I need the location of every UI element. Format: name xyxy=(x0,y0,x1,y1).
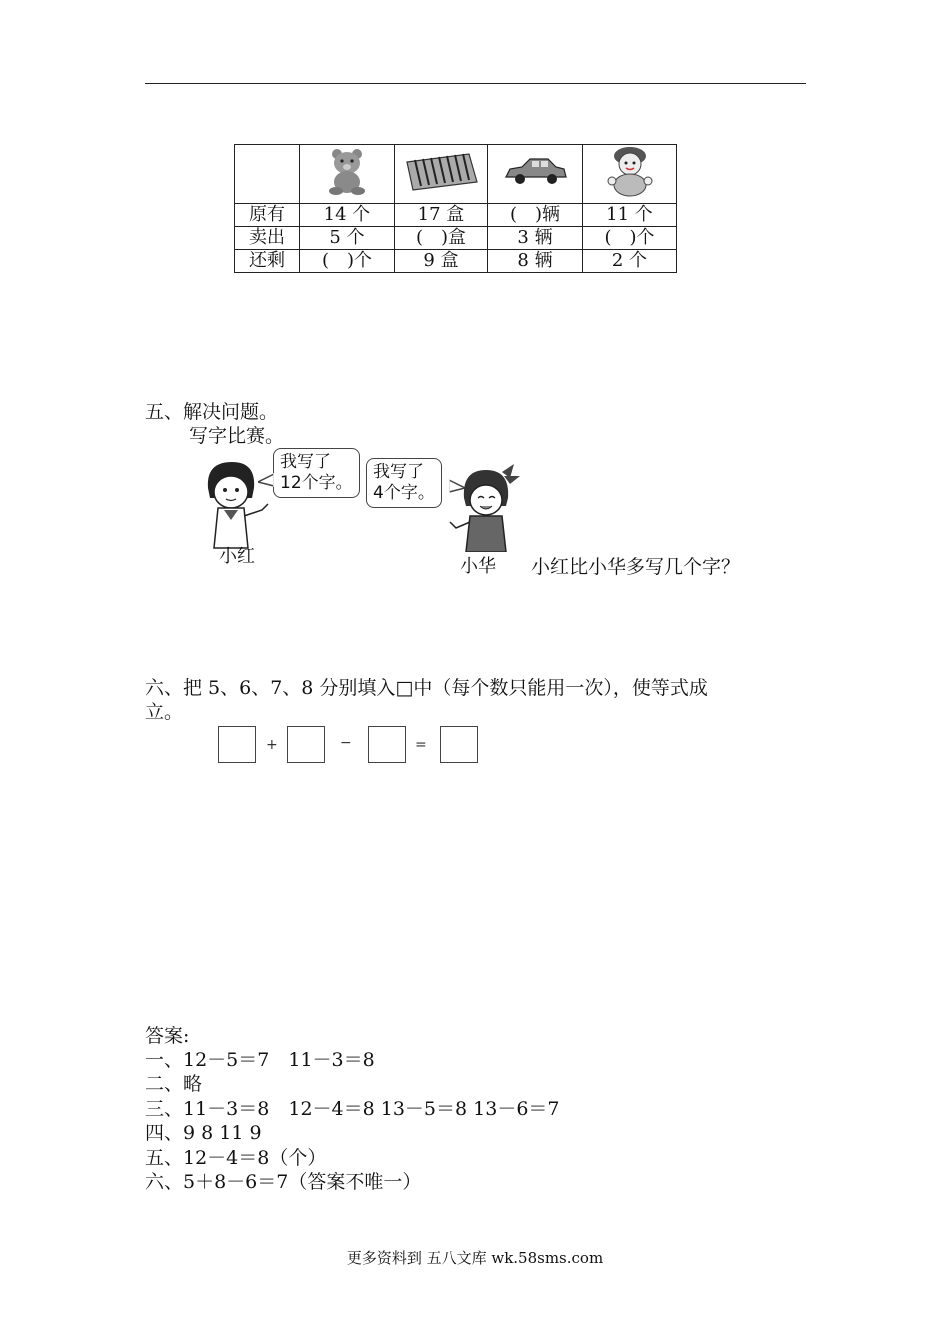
answer-box-4[interactable] xyxy=(440,726,478,763)
equals-sign: = xyxy=(415,737,427,753)
section6-line2: 立。 xyxy=(145,701,184,723)
xiaohong-name: 小红 xyxy=(219,546,255,567)
answer-line: 六、5＋8－6＝7（答案不唯一） xyxy=(145,1171,422,1193)
answers-title: 答案: xyxy=(145,1025,190,1047)
row-label: 原有 xyxy=(235,204,300,227)
goods-table xyxy=(234,144,677,273)
teddy-bear-cell xyxy=(300,145,395,204)
crayon-box-cell xyxy=(395,145,488,204)
toy-car-cell xyxy=(488,145,583,204)
xiaohong-speech-bubble xyxy=(273,448,360,498)
picture-row xyxy=(235,145,677,204)
table-cell: 9 盒 xyxy=(395,250,488,273)
table-cell: 17 盒 xyxy=(395,204,488,227)
answer-line: 四、9 8 11 9 xyxy=(145,1122,262,1144)
bubble-line: 我写了 xyxy=(280,452,331,472)
table-cell: ( )个 xyxy=(300,250,395,273)
section5-title: 五、解决问题。 xyxy=(145,401,279,423)
table-row xyxy=(235,204,677,227)
section5-question: 小红比小华多写几个字？ xyxy=(531,556,741,578)
doll-cell xyxy=(583,145,677,204)
xiaohua-speech-bubble xyxy=(366,458,442,508)
table-cell: 5 个 xyxy=(300,227,395,250)
table-cell: ( )盒 xyxy=(395,227,488,250)
table-cell: 8 辆 xyxy=(488,250,583,273)
table-cell: 14 个 xyxy=(300,204,395,227)
answer-box-3[interactable] xyxy=(368,726,406,763)
minus-sign: − xyxy=(340,735,352,751)
row-label: 卖出 xyxy=(235,227,300,250)
bubble-line: 12个字。 xyxy=(280,473,353,493)
bubble-line: 4个字。 xyxy=(373,483,435,503)
table-cell: ( )辆 xyxy=(488,204,583,227)
xiaohua-name: 小华 xyxy=(460,556,496,577)
empty-corner-cell xyxy=(235,145,300,204)
row-label: 还剩 xyxy=(235,250,300,273)
answer-line: 三、11－3＝8 12－4＝8 13－5＝8 13－6＝7 xyxy=(145,1098,560,1120)
plus-sign: + xyxy=(266,737,278,753)
answer-box-2[interactable] xyxy=(287,726,325,763)
table-cell: ( )个 xyxy=(583,227,677,250)
table-cell: 2 个 xyxy=(583,250,677,273)
table-row xyxy=(235,250,677,273)
answer-line: 二、略 xyxy=(145,1073,203,1095)
table-cell: 11 个 xyxy=(583,204,677,227)
answer-line: 五、12－4＝8（个） xyxy=(145,1147,327,1169)
answer-line: 一、12－5＝7 11－3＝8 xyxy=(145,1049,375,1071)
table-row xyxy=(235,227,677,250)
answer-box-1[interactable] xyxy=(218,726,256,763)
section5-subtitle: 写字比赛。 xyxy=(189,425,285,447)
bubble-tail-left xyxy=(258,472,276,488)
teddy-bear-icon xyxy=(317,146,377,196)
crayon-box-icon xyxy=(401,148,481,194)
footer-link-text[interactable]: 更多资料到 五八文库 wk.58sms.com xyxy=(346,1249,604,1267)
doll-icon xyxy=(600,145,660,197)
section6-line1: 六、把 5、6、7、8 分别填入□中（每个数只能用一次），使等式成 xyxy=(145,677,708,699)
header-rule xyxy=(145,83,806,84)
toy-car-icon xyxy=(500,151,570,191)
table-cell: 3 辆 xyxy=(488,227,583,250)
bubble-line: 我写了 xyxy=(373,462,424,482)
girl-xiaohua-illustration xyxy=(444,462,526,552)
